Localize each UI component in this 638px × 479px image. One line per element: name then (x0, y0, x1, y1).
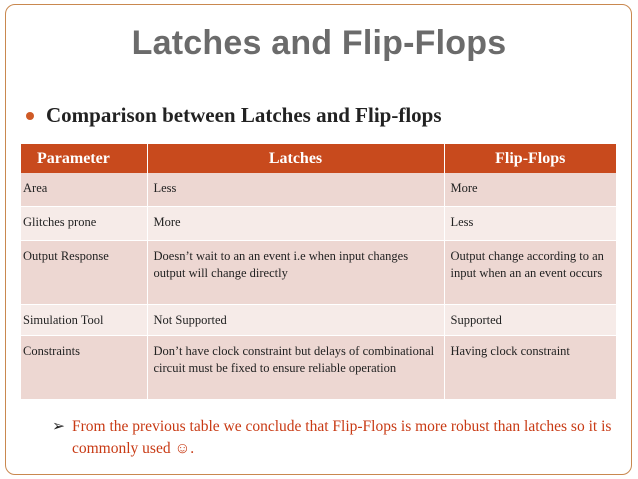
bullet-point (26, 103, 442, 128)
table-cell: More (444, 173, 616, 206)
table-cell: Constraints (21, 335, 147, 399)
table-cell: Simulation Tool (21, 304, 147, 335)
table-cell: Having clock constraint (444, 335, 616, 399)
bullet-dot-icon (26, 112, 34, 120)
bullet-text: Comparison between Latches and Flip-flops (46, 103, 442, 127)
header-parameter: Parameter (21, 144, 147, 173)
table-row (21, 335, 616, 399)
header-flip-flops: Flip-Flops (444, 144, 616, 173)
table-cell: Glitches prone (21, 206, 147, 240)
table-row (21, 240, 616, 304)
table-cell: Less (444, 206, 616, 240)
header-latches: Latches (147, 144, 444, 173)
table-cell: Not Supported (147, 304, 444, 335)
table-cell: Output Response (21, 240, 147, 304)
table-cell: Less (147, 173, 444, 206)
conclusion-text: From the previous table we conclude that Flip-Flops is more robust than latches so it is commonly used ☺. (72, 418, 612, 457)
table-header-row (21, 144, 616, 173)
table-cell: Area (21, 173, 147, 206)
table-row (21, 206, 616, 240)
table-cell: Doesn’t wait to an an event i.e when input changes output will change directly (147, 240, 444, 304)
table-cell: Supported (444, 304, 616, 335)
table-cell: Don’t have clock constraint but delays of combinational circuit must be fixed to ensure reliable operation (147, 335, 444, 399)
arrow-bullet-icon: ➢ (52, 418, 65, 435)
conclusion-note (52, 416, 622, 460)
table-row (21, 173, 616, 206)
comparison-table (21, 144, 616, 400)
table-row (21, 304, 616, 335)
table-cell: Output change according to an input when an an event occurs (444, 240, 616, 304)
slide-title: Latches and Flip-Flops (131, 24, 507, 62)
table-cell: More (147, 206, 444, 240)
